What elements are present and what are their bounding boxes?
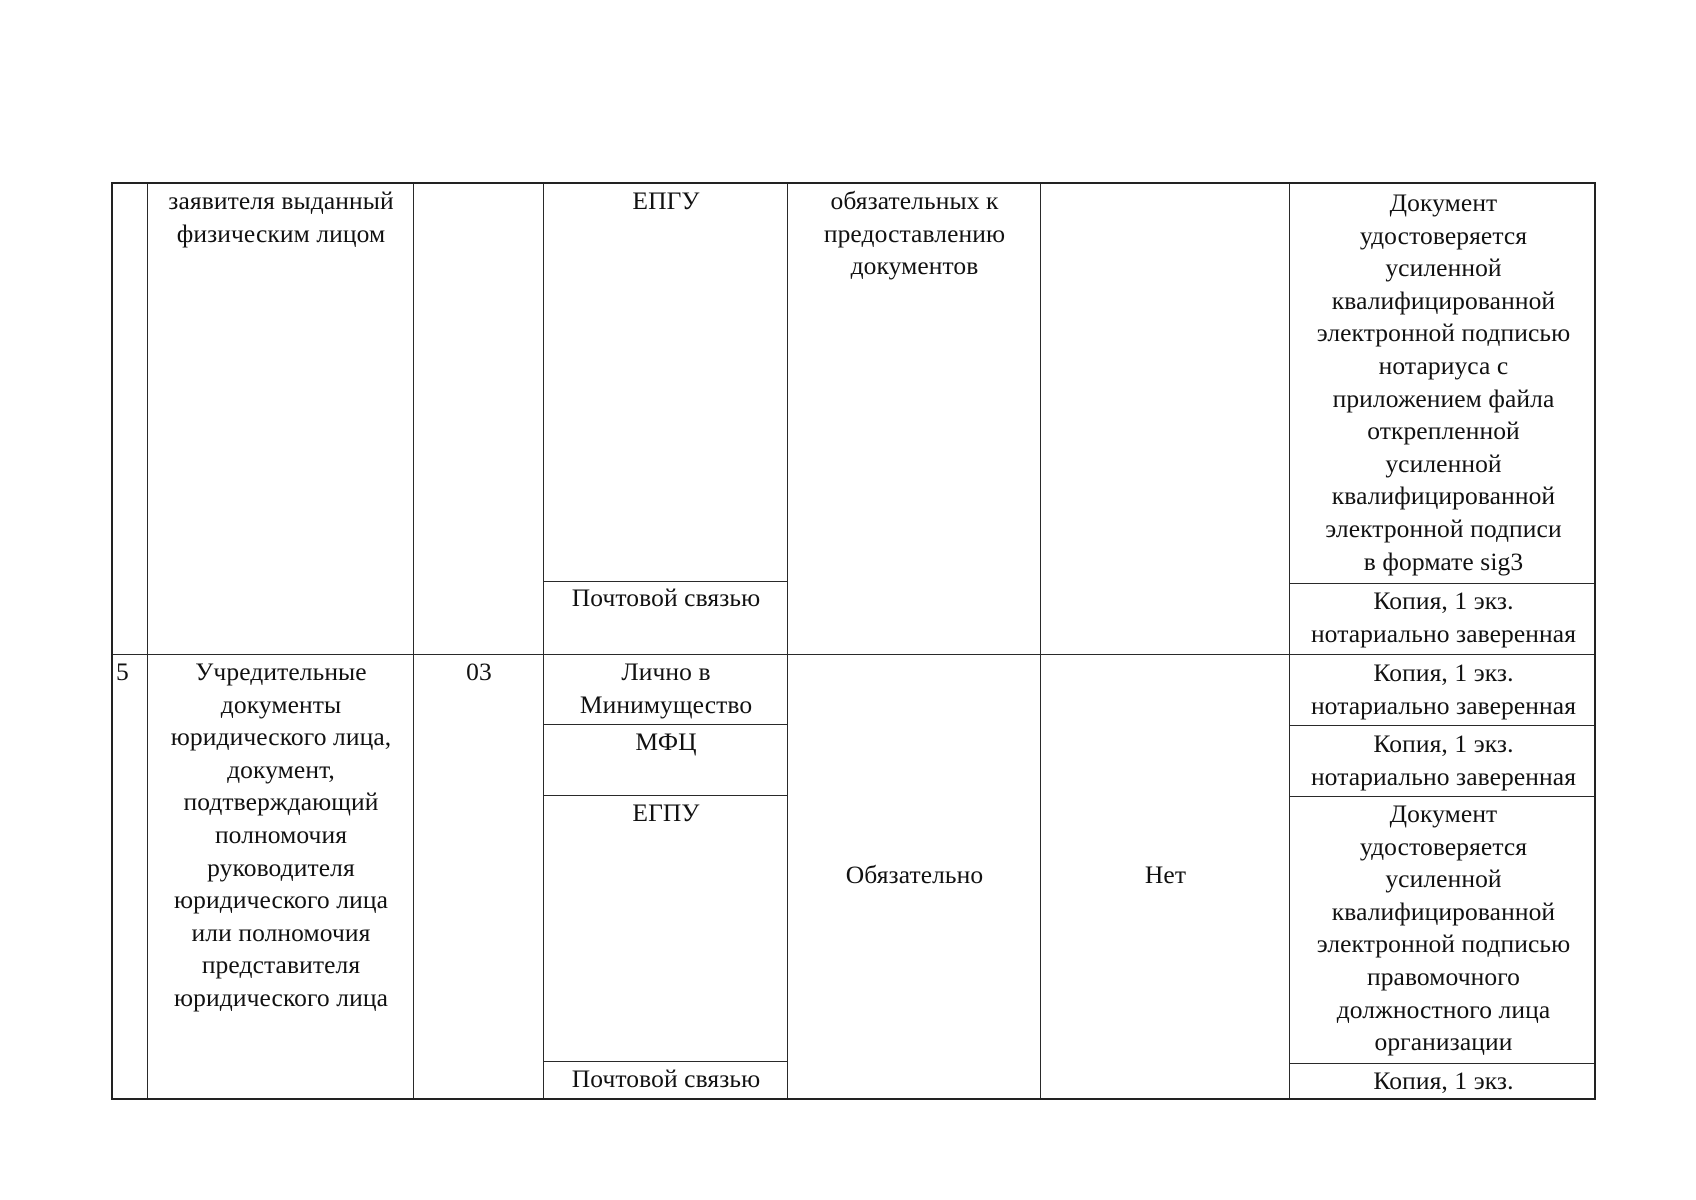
column-divider <box>1289 184 1290 1098</box>
mandatory-cell: обязательных к предоставлению документов <box>823 186 1006 281</box>
form-cell: Документ удостоверяется усиленной квалифицированной электронной подписью правомочного должностного лица организации <box>1316 799 1571 1057</box>
interagency-cell: Нет <box>1144 860 1187 889</box>
document-name: Учредительные документы юридического лица, документ, подтверждающий полномочия руководителя юридического лица или полномочия представителя юридического лица <box>170 657 392 1012</box>
subrow-divider <box>1289 796 1594 797</box>
form-cell: Копия, 1 экз. нотариально заверенная <box>1310 729 1577 791</box>
column-divider <box>787 184 788 1098</box>
document-code: 03 <box>466 657 492 686</box>
channel-cell: МФЦ <box>635 727 697 756</box>
column-divider <box>147 184 148 1098</box>
form-cell: Копия, 1 экз. <box>1373 1066 1514 1095</box>
form-cell: Копия, 1 экз. нотариально заверенная <box>1310 586 1577 648</box>
column-divider <box>1040 184 1041 1098</box>
document-name: заявителя выданный физическим лицом <box>168 186 394 248</box>
row-number: 5 <box>116 657 129 686</box>
subrow-divider <box>543 724 787 725</box>
column-divider <box>543 184 544 1098</box>
mandatory-cell: Обязательно <box>845 860 984 889</box>
subrow-divider <box>1289 1063 1594 1064</box>
channel-cell: ЕГПУ <box>632 798 700 827</box>
form-cell: Документ удостоверяется усиленной квалифицированной электронной подписью нотариуса с приложением файла открепленной усиленной квалифицированной электронной подписи в формате sig3 <box>1316 188 1571 576</box>
documents-table <box>111 182 1596 1100</box>
subrow-divider <box>543 1061 787 1062</box>
row-divider <box>113 654 1594 655</box>
subrow-divider <box>543 795 787 796</box>
channel-cell: Почтовой связью <box>571 1064 761 1093</box>
form-cell: Копия, 1 экз. нотариально заверенная <box>1310 658 1577 720</box>
subrow-divider <box>1289 725 1594 726</box>
channel-cell: Почтовой связью <box>571 583 761 612</box>
channel-cell: ЕПГУ <box>632 186 700 215</box>
subrow-divider <box>1289 583 1594 584</box>
channel-cell: Лично в Минимущество <box>579 657 753 719</box>
column-divider <box>413 184 414 1098</box>
